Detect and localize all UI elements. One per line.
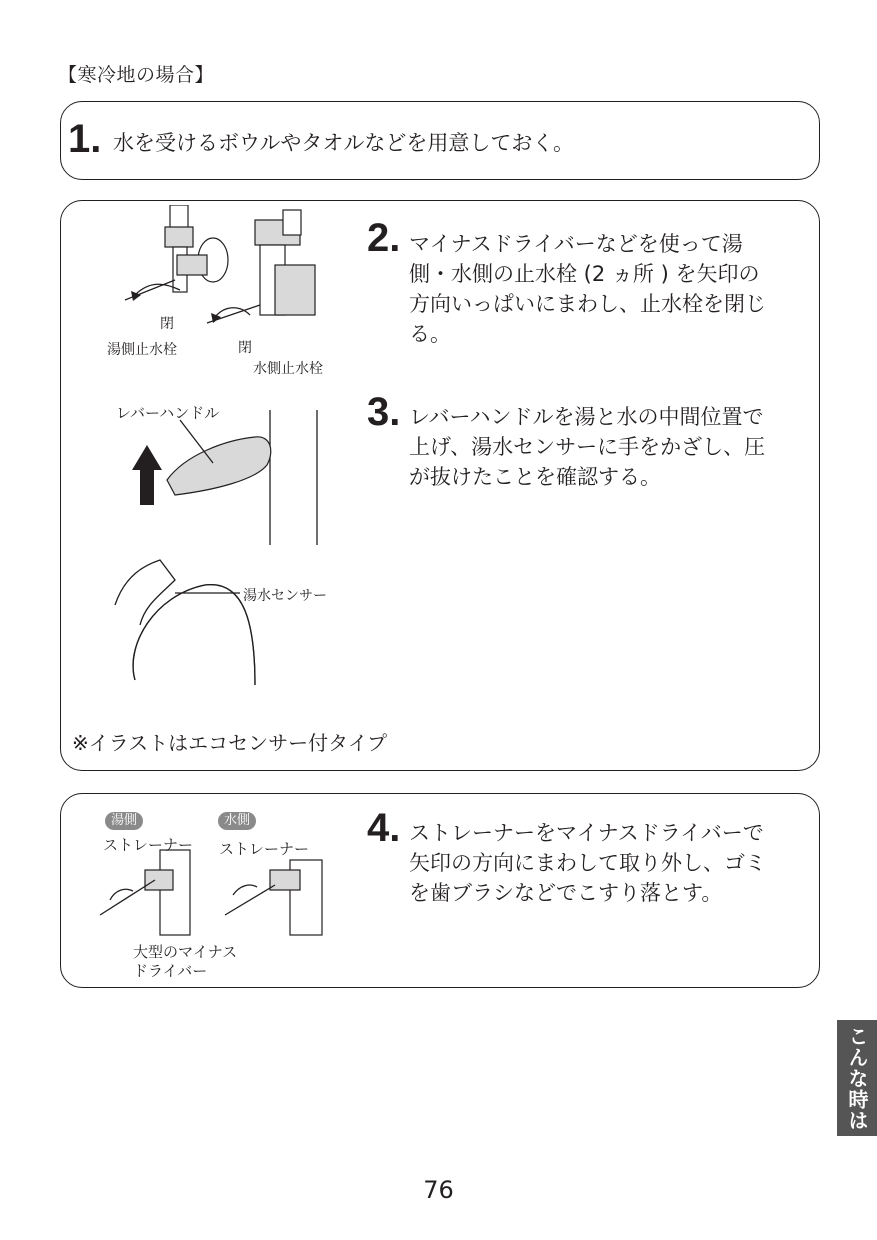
step-1-number: 1.: [68, 117, 102, 161]
close-label-2: 閉: [238, 340, 252, 356]
hot-strainer-illustration: [100, 850, 190, 935]
step-4-text: [409, 818, 766, 908]
step-4-line: を歯ブラシなどでこすり落とす。: [409, 881, 723, 905]
faucet-illustrations: [95, 205, 355, 705]
hot-valve-illustration: [125, 205, 228, 301]
step-4-number: 4.: [367, 806, 401, 850]
strainer-label-2: ストレーナー: [219, 840, 310, 858]
sensor-spout-illustration: [115, 560, 255, 685]
hot-valve-label: 湯側止水栓: [107, 342, 177, 358]
step-4-line: 矢印の方向にまわして取り外し、ゴミ: [409, 851, 766, 875]
step-2-line: マイナスドライバーなどを使って湯: [409, 232, 743, 256]
step-3-number: 3.: [367, 390, 401, 434]
driver-label-line1: 大型のマイナス: [133, 943, 238, 961]
step-3-line: レバーハンドルを湯と水の中間位置で: [409, 405, 764, 429]
cold-valve-label: 水側止水栓: [253, 361, 323, 377]
strainer-label-1: ストレーナー: [103, 836, 194, 854]
cold-side-badge: 水側: [218, 812, 256, 830]
step-4-line: ストレーナーをマイナスドライバーで: [409, 821, 764, 845]
step-2-number: 2.: [367, 216, 401, 260]
lever-handle-illustration: [132, 410, 317, 545]
sensor-label: 湯水センサー: [243, 588, 327, 604]
side-tab: こんな時は: [837, 1020, 877, 1136]
page-number: 76: [423, 1176, 454, 1204]
close-label-1: 閉: [160, 316, 174, 332]
step-3-line: が抜けたことを確認する。: [409, 465, 661, 489]
step-3-text: [409, 402, 765, 492]
step-2-text: [409, 229, 766, 349]
step-2-line: る。: [409, 322, 451, 346]
cold-strainer-illustration: [225, 860, 322, 935]
step-2-line: 方向いっぱいにまわし、止水栓を閉じ: [409, 292, 766, 316]
illustration-note: ※イラストはエコセンサー付タイプ: [72, 731, 388, 755]
hot-side-badge: 湯側: [105, 812, 143, 830]
driver-label-line2: ドライバー: [133, 962, 208, 980]
lever-handle-label: レバーハンドル: [116, 404, 220, 422]
step-1-text: 水を受けるボウルやタオルなどを用意しておく。: [113, 131, 574, 155]
step-2-line: 側・水側の止水栓 (2 ヵ所 ) を矢印の: [409, 262, 760, 286]
section-heading: 【寒冷地の場合】: [58, 64, 215, 86]
step-3-line: 上げ、湯水センサーに手をかざし、圧: [409, 435, 766, 459]
